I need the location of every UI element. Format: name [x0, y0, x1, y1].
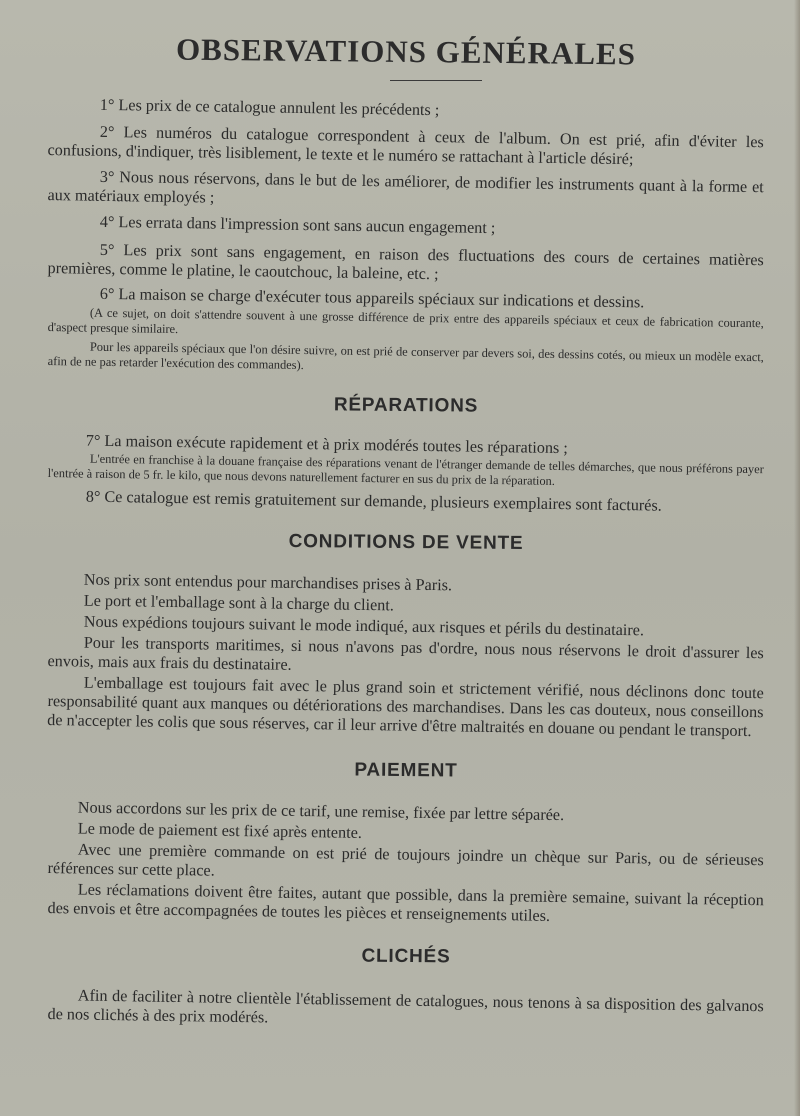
observations-block — [47, 95, 764, 373]
paiement-block — [47, 798, 764, 925]
observation-6-note-b: Pour les appareils spéciaux que l'on désire suivre, on est prié de conserver par devers soi, des dessins cotés, ou mieux un modèle exact, afin de ne pas retarder l'exécution des commandes). — [47, 339, 764, 373]
section-title-paiement: PAIEMENT — [354, 759, 458, 782]
observation-6: 6° La maison se charge d'exécuter tous appareils spéciaux sur indications et dessins. — [99, 284, 645, 312]
section-title-cliches: CLICHÉS — [361, 945, 451, 968]
conditions-line-5: L'emballage est toujours fait avec le plus grand soin et strictement vérifié, nous déclinons donc toute responsabilité quant aux manques ou détériorations des marchandises. Dans les cas douteux, nous conseillons de n'accepter les colis que sous réserves, car il leur arrive d'être maltraités en douane ou pendant le transport. — [47, 673, 764, 741]
section-title-conditions: CONDITIONS DE VENTE — [288, 530, 524, 555]
paiement-line-1: Nous accordons sur les prix de ce tarif, une remise, fixée par lettre séparée. — [77, 798, 565, 825]
observation-5: 5° Les prix sont sans engagement, en raison des fluctuations des cours de certaines matières premières, comme le platine, le caoutchouc, la baleine, etc. ; — [47, 240, 764, 284]
page-title: OBSERVATIONS GÉNÉRALES — [175, 31, 637, 72]
reparations-item-8: 8° Ce catalogue est remis gratuitement sur demande, plusieurs exemplaires sont facturés. — [85, 487, 662, 515]
conditions-block — [47, 570, 764, 741]
title-rule — [390, 80, 482, 81]
observation-4: 4° Les errata dans l'impression sont sans aucun engagement ; — [99, 212, 496, 238]
cliches-text: Afin de faciliter à notre clientèle l'établissement de catalogues, nous tenons à sa disposition des galvanos de nos clichés à des prix modérés. — [47, 986, 764, 1027]
conditions-line-3: Nous expédions toujours suivant le mode indiqué, aux risques et périls du destinataire. — [83, 612, 645, 640]
reparations-note-7: L'entrée en franchise à la douane française des réparations venant de l'étranger demande de telles démarches, que nous préférons payer l'entrée à raison de 5 fr. le kilo, que nous devons naturellement facturer en sus du prix de la réparation. — [47, 451, 764, 488]
paiement-line-4: Les réclamations doivent être faites, autant que possible, dans la première semaine, suivant la réception des envois et être accompagnées de toutes les pièces et renseignements utiles. — [47, 880, 764, 925]
observation-3: 3° Nous nous réservons, dans le but de les améliorer, de modifier les instruments quant à la forme et aux matériaux employés ; — [47, 167, 764, 207]
observation-6-note-a: (A ce sujet, on doit s'attendre souvent à une grosse différence de prix entre des appareils spéciaux et ceux de fabrication courante, d'aspect presque similaire. — [47, 305, 764, 337]
conditions-line-2: Le port et l'emballage sont à la charge du client. — [83, 591, 395, 615]
cliches-block — [47, 986, 764, 1027]
conditions-line-4: Pour les transports maritimes, si nous n'avons pas d'ordre, nous nous réservons le droit d'assurer les envois, mais aux frais du destinataire. — [47, 633, 764, 674]
paiement-line-3: Avec une première commande on est prié de toujours joindre un chèque sur Paris, ou de sérieuses références sur cette place. — [47, 840, 764, 880]
reparations-block — [47, 431, 764, 515]
observation-1: 1° Les prix de ce catalogue annulent les précédents ; — [99, 95, 440, 120]
section-title-reparations: RÉPARATIONS — [333, 394, 479, 417]
observation-2: 2° Les numéros du catalogue correspondent à ceux de l'album. On est prié, afin d'éviter les confusions, d'indiquer, très lisiblement, le texte et le numéro se rattachant à l'article désiré; — [47, 122, 764, 169]
paiement-line-2: Le mode de paiement est fixé après entente. — [77, 819, 363, 842]
reparations-item-7: 7° La maison exécute rapidement et à prix modérés toutes les réparations ; — [85, 431, 568, 458]
conditions-line-1: Nos prix sont entendus pour marchandises prises à Paris. — [83, 570, 453, 595]
